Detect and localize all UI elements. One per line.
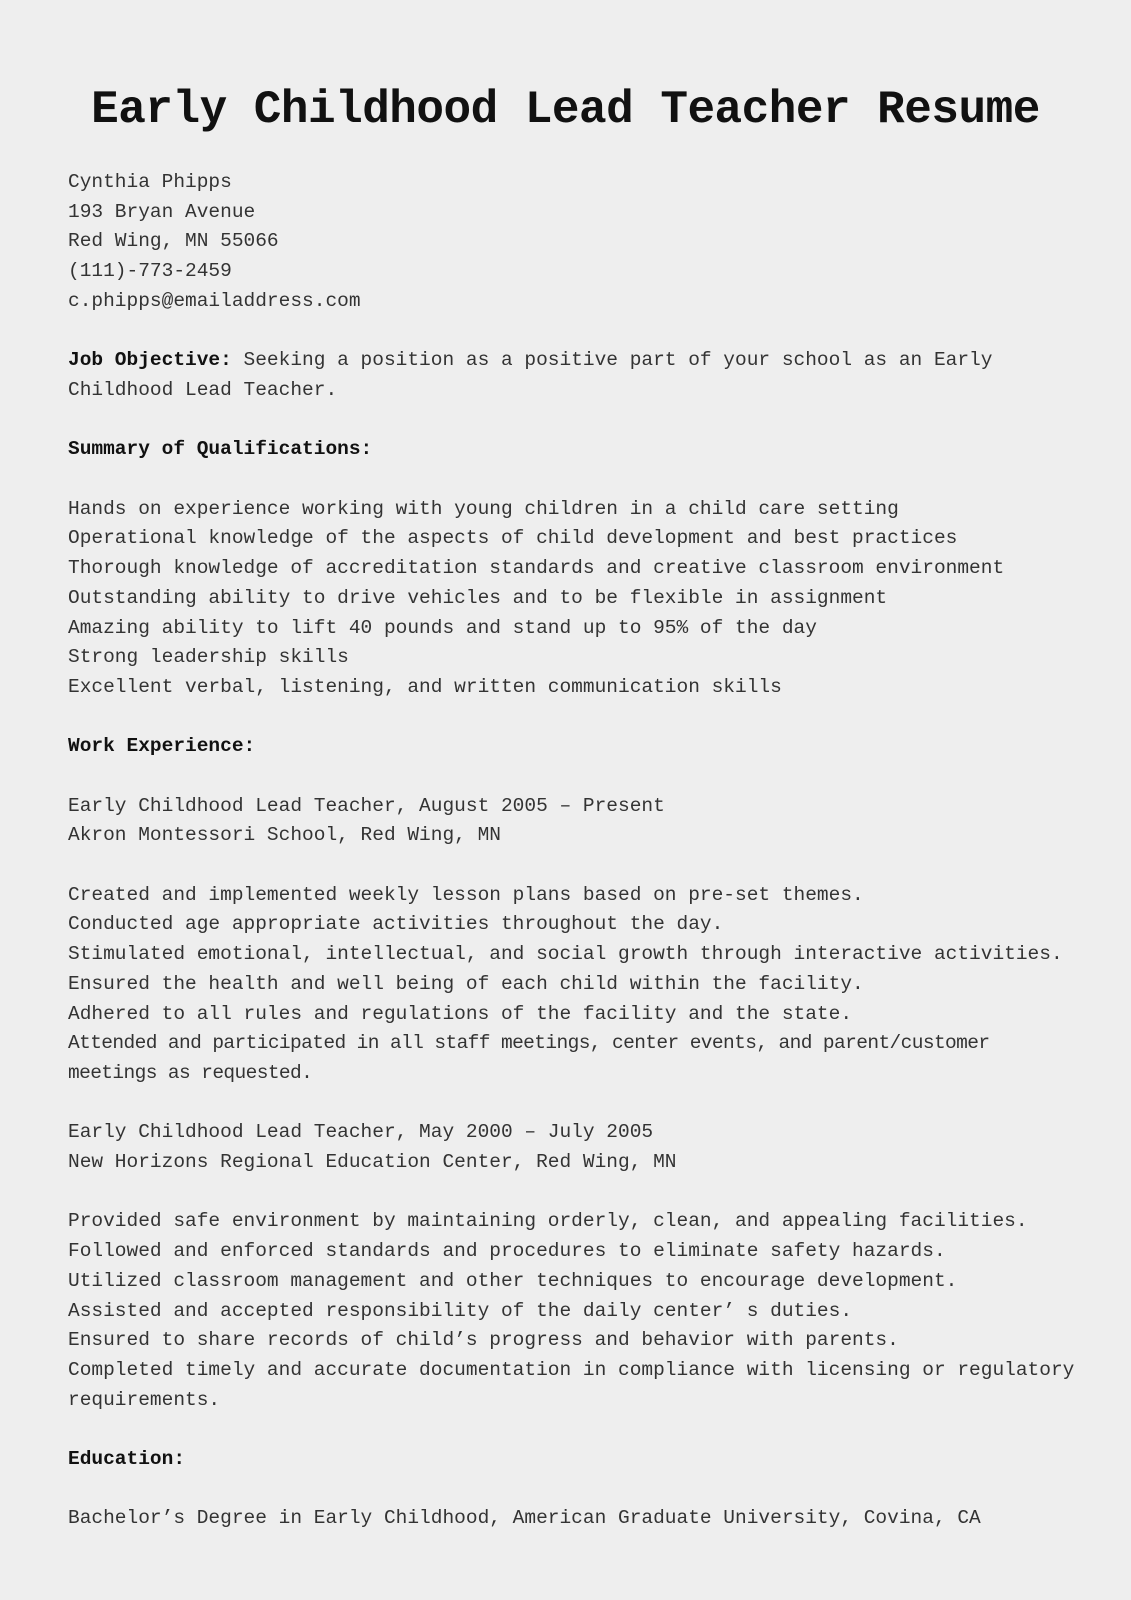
job-duty: Completed timely and accurate documentation in compliance with licensing or regulatory requirements. (68, 1359, 1075, 1411)
job-duty: Ensured the health and well being of each child within the facility. (68, 972, 864, 995)
job-duty: Attended and participated in all staff meetings, center events, and parent/customer meetings as requested. (68, 1032, 990, 1084)
summary-list (68, 495, 1078, 703)
contact-city: Red Wing, MN 55066 (68, 230, 279, 253)
job-duty: Created and implemented weekly lesson plans based on pre-set themes. (68, 883, 864, 906)
spacer (68, 1475, 1078, 1505)
summary-item: Operational knowledge of the aspects of child development and best practices (68, 527, 958, 550)
job-title-line: Early Childhood Lead Teacher, August 2005 – Present (68, 794, 665, 817)
contact-email: c.phipps@emailaddress.com (68, 289, 361, 312)
summary-item: Hands on experience working with young children in a child care setting (68, 497, 899, 520)
job-duty: Utilized classroom management and other techniques to encourage development. (68, 1269, 958, 1292)
job-employer-line: Akron Montessori School, Red Wing, MN (68, 824, 501, 847)
job-duty: Conducted age appropriate activities throughout the day. (68, 913, 724, 936)
spacer (68, 762, 1078, 792)
contact-phone: (111)-773-2459 (68, 260, 232, 283)
spacer (68, 1415, 1078, 1445)
spacer (68, 851, 1078, 881)
contact-block (68, 168, 1078, 317)
resume-body (68, 168, 1078, 1534)
job-title-line: Early Childhood Lead Teacher, May 2000 – July 2005 (68, 1121, 654, 1144)
contact-name: Cynthia Phipps (68, 171, 232, 193)
job-entry (68, 1118, 1078, 1415)
summary-item: Strong leadership skills (68, 646, 349, 669)
job-duty: Ensured to share records of child’s progress and behavior with parents. (68, 1329, 899, 1352)
spacer (68, 317, 1078, 347)
spacer (68, 1089, 1078, 1119)
spacer (68, 406, 1078, 436)
spacer (68, 703, 1078, 733)
job-objective-text: Seeking a position as a positive part of your school as an Early Childhood Lead Teacher. (68, 349, 993, 401)
spacer (68, 1178, 1078, 1208)
contact-street: 193 Bryan Avenue (68, 200, 256, 223)
summary-item: Excellent verbal, listening, and written communication skills (68, 675, 782, 698)
summary-heading: Summary of Qualifications: (68, 438, 373, 461)
job-duty: Provided safe environment by maintaining orderly, clean, and appealing facilities. (68, 1210, 1028, 1233)
summary-item: Amazing ability to lift 40 pounds and stand up to 95% of the day (68, 616, 817, 639)
job-duty: Adhered to all rules and regulations of the facility and the state. (68, 1002, 853, 1025)
summary-item: Thorough knowledge of accreditation standards and creative classroom environment (68, 557, 1005, 580)
page-title: Early Childhood Lead Teacher Resume (91, 84, 1040, 136)
job-entry (68, 792, 1078, 1089)
job-duty: Stimulated emotional, intellectual, and social growth through interactive activities. (68, 943, 1063, 966)
job-employer-line: New Horizons Regional Education Center, Red Wing, MN (68, 1151, 677, 1174)
spacer (68, 465, 1078, 495)
education-heading: Education: (68, 1448, 186, 1471)
job-objective-label: Job Objective: (68, 349, 232, 372)
job-objective (68, 346, 1078, 405)
work-heading: Work Experience: (68, 735, 256, 758)
job-duty: Followed and enforced standards and procedures to eliminate safety hazards. (68, 1240, 946, 1263)
education-item: Bachelor’s Degree in Early Childhood, American Graduate University, Covina, CA (68, 1507, 981, 1530)
summary-item: Outstanding ability to drive vehicles and to be flexible in assignment (68, 586, 888, 609)
job-duty: Assisted and accepted responsibility of the daily center’ s duties. (68, 1299, 853, 1322)
